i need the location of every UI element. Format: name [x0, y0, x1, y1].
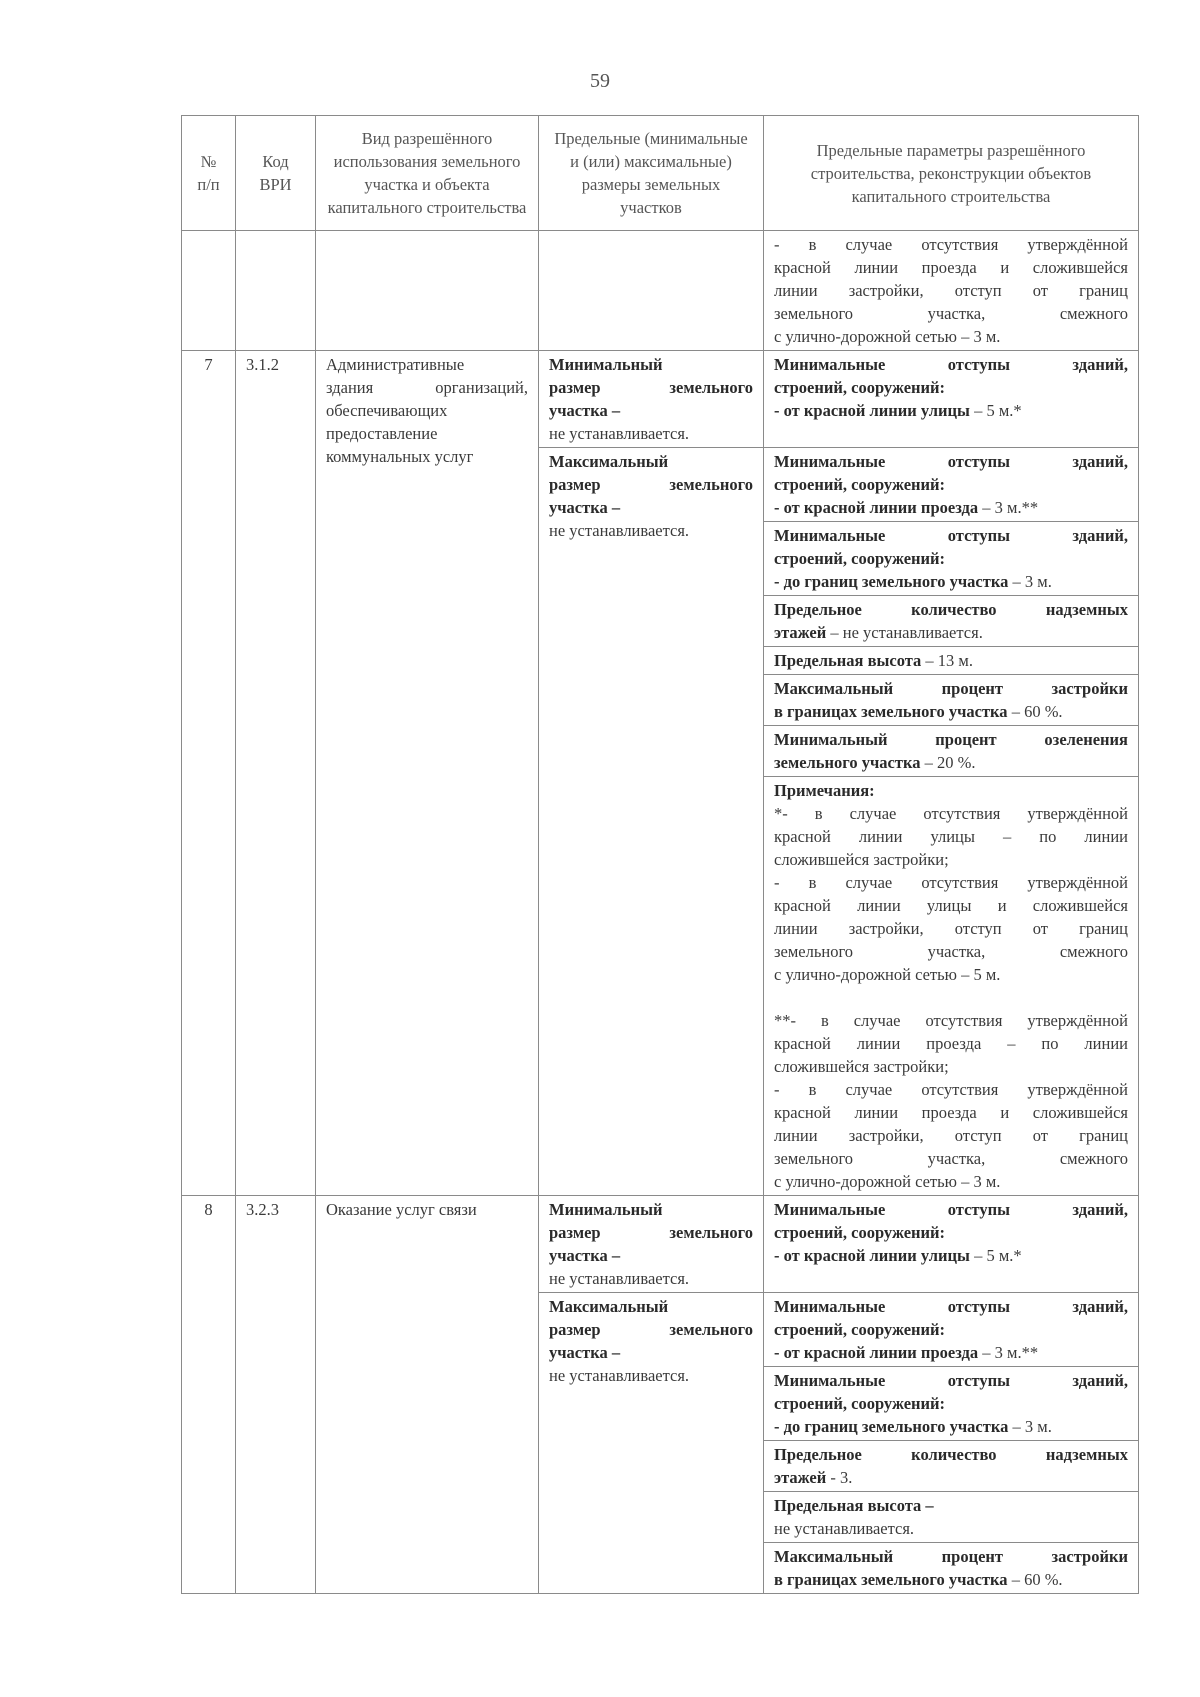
param-min-greenery: Минимальный процент озеленения земельного участка – 20 %. [764, 726, 1139, 777]
min-size-cell: Минимальный размер земельного участка – не устанавливается. [539, 351, 764, 448]
header-params: Предельные параметры разрешённого строительства, реконструкции объектов капитального строительства [764, 116, 1139, 231]
max-size-cell: Максимальный размер земельного участка – не устанавливается. [539, 448, 764, 1196]
max-size-cell: Максимальный размер земельного участка – не устанавливается. [539, 1293, 764, 1594]
param-min-offset-passage: Минимальные отступы зданий, строений, сооружений: - от красной линии проезда – 3 м.** [764, 1293, 1139, 1367]
continuation-cell: - в случае отсутствия утверждённой красной линии проезда и сложившейся линии застройки, отступ от границ земельного участка, смежного с улично-дорожной сетью – 3 м. [764, 231, 1139, 351]
param-height: Предельная высота – не устанавливается. [764, 1492, 1139, 1543]
row-number: 8 [182, 1196, 236, 1594]
header-num: № п/п [182, 116, 236, 231]
param-min-offset-street: Минимальные отступы зданий, строений, сооружений: - от красной линии улицы – 5 м.* [764, 351, 1139, 448]
param-min-offset-boundary: Минимальные отступы зданий, строений, сооружений: - до границ земельного участка – 3 м. [764, 522, 1139, 596]
row-type: Оказание услуг связи [316, 1196, 539, 1594]
header-code: Код ВРИ [236, 116, 316, 231]
row-type: Административные здания организаций, обеспечивающих предоставление коммунальных услуг [316, 351, 539, 1196]
header-sizes: Предельные (минимальные и (или) максимальные) размеры земельных участков [539, 116, 764, 231]
table-row-7 [182, 351, 1139, 448]
param-floors: Предельное количество надземных этажей – не устанавливается. [764, 596, 1139, 647]
table-row-8 [182, 1196, 1139, 1293]
page-number: 59 [590, 70, 610, 92]
min-size-cell: Минимальный размер земельного участка – не устанавливается. [539, 1196, 764, 1293]
param-min-offset-street: Минимальные отступы зданий, строений, сооружений: - от красной линии улицы – 5 м.* [764, 1196, 1139, 1293]
row-code: 3.1.2 [236, 351, 316, 1196]
param-max-coverage: Максимальный процент застройки в границах земельного участка – 60 %. [764, 1543, 1139, 1594]
param-min-offset-passage: Минимальные отступы зданий, строений, сооружений: - от красной линии проезда – 3 м.** [764, 448, 1139, 522]
continuation-row [182, 231, 1139, 351]
regulations-table [181, 115, 1139, 1594]
notes-cell: Примечания: *- в случае отсутствия утверждённой красной линии улицы – по линии сложившейся застройки; - в случае отсутствия утверждённой красной линии улицы и сложившейся линии застройки, отступ от границ земельного участка, смежного с улично-дорожной сетью – 5 м. **- в случае отсутствия утверждённой красной линии проезда – по линии сложившейся застройки; - в случае отсутствия утверждённой красной линии проезда и сложившейся линии застройки, отступ от границ земельного участка, смежного с улично-дорожной сетью – 3 м. [764, 777, 1139, 1196]
param-floors: Предельное количество надземных этажей - 3. [764, 1441, 1139, 1492]
param-max-coverage: Максимальный процент застройки в границах земельного участка – 60 %. [764, 675, 1139, 726]
row-number: 7 [182, 351, 236, 1196]
notes-title: Примечания: [774, 781, 875, 800]
header-type: Вид разрешённого использования земельного участка и объекта капитального строительства [316, 116, 539, 231]
table-header-row [182, 116, 1139, 231]
param-height: Предельная высота – 13 м. [764, 647, 1139, 675]
row-code: 3.2.3 [236, 1196, 316, 1594]
param-min-offset-boundary: Минимальные отступы зданий, строений, сооружений: - до границ земельного участка – 3 м. [764, 1367, 1139, 1441]
